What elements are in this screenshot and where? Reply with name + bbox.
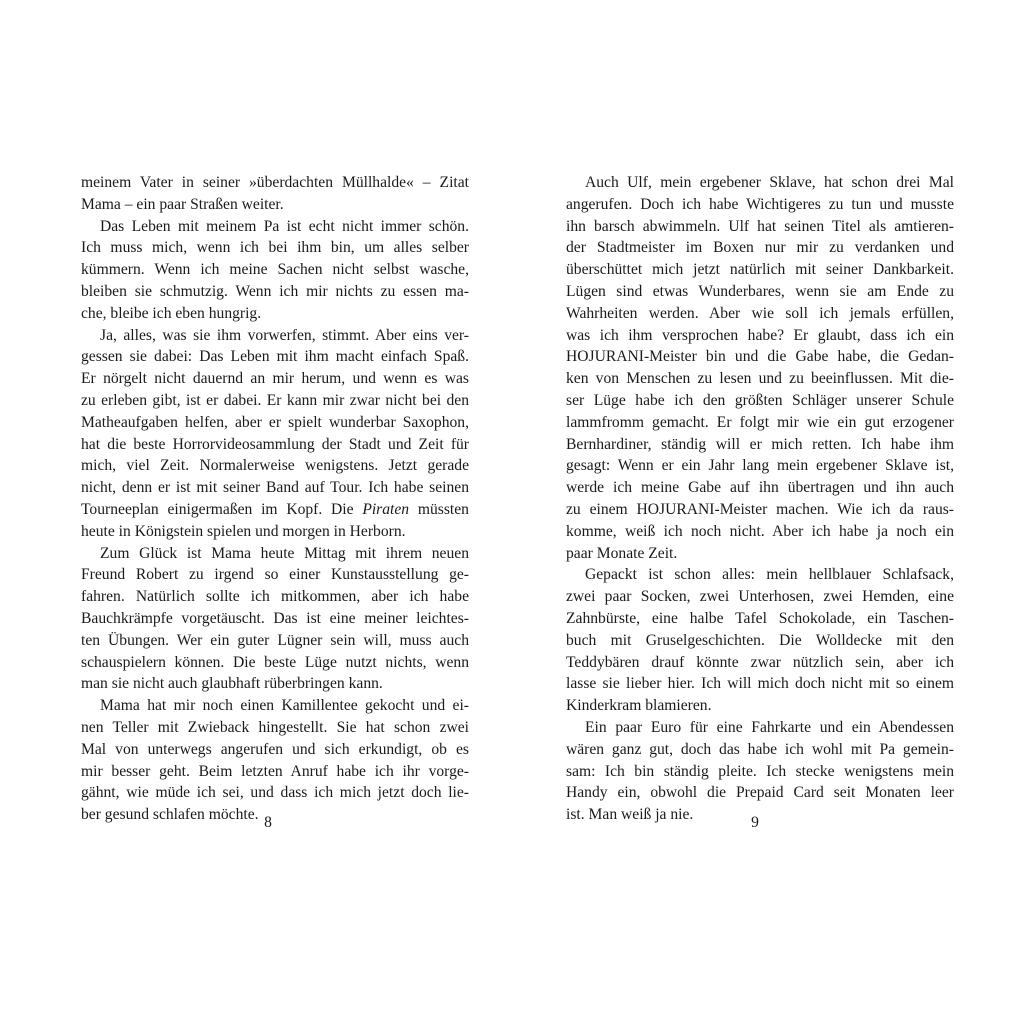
text-line: komme, weiß ich noch nicht. Aber ich habe ja noch ein (566, 522, 954, 540)
text-line: gähnt, wie müde ich sei, und dass ich mich jetzt doch lie- (81, 784, 469, 802)
text-line: Kinderkram blamieren. (566, 697, 712, 715)
left-page (81, 172, 469, 826)
text-line: Mama – ein paar Straßen weiter. (81, 195, 284, 213)
text-line: Wahrheiten werden. Aber wie soll ich jemals erfüllen, (566, 304, 954, 322)
text-line: buch mit Gruselgeschichten. Die Wolldecke mit den (566, 631, 954, 649)
page-number-left: 8 (264, 814, 272, 831)
text-segment: müssten (417, 500, 469, 518)
text-line: paar Monate Zeit. (566, 544, 678, 562)
italic-band-name: Piraten (362, 500, 410, 518)
text-line: überschüttet mich jetzt natürlich mit seiner Dankbarkeit. (566, 261, 954, 279)
text-line: ihn barsch abwimmeln. Ulf hat seinen Titel als amtieren- (566, 217, 954, 235)
text-line: bleiben sie schmutzig. Wenn ich mir nichts zu essen ma- (81, 282, 469, 300)
text-line: Er nörgelt nicht dauernd an mir herum, und wenn es was (81, 370, 469, 388)
text-line: man sie nicht auch glaubhaft rüberbringen kann. (81, 675, 383, 693)
text-line: Ich muss mich, wenn ich bei ihm bin, um alles selber (81, 239, 469, 257)
text-line: zwei paar Socken, zwei Unterhosen, zwei Hemden, eine (566, 588, 954, 606)
page-number-right: 9 (751, 814, 759, 831)
text-line: meinem Vater in seiner »überdachten Müllhalde« – Zitat (81, 174, 469, 191)
text-line: Matheaufgaben helfen, aber er spielt wunderbar Saxophon, (81, 413, 469, 431)
text-line: zu erleben gibt, ist er dabei. Er kann mir zwar nicht bei den (81, 391, 469, 409)
text-line: nen Teller mit Zwieback hingestellt. Sie hat schon zwei (81, 718, 469, 736)
text-line: Lügen sind etwas Wunderbares, wenn sie am Ende zu (566, 282, 954, 300)
text-line: Bernhardiner, ständig will er mich retten. Ich habe ihm (566, 435, 954, 453)
text-line: der Stadtmeister im Boxen nur mir zu verdanken und (566, 239, 954, 257)
text-line: Mama hat mir noch einen Kamillentee gekocht und ei- (100, 697, 469, 715)
text-line: mir besser geht. Beim letzten Anruf habe ich ihr vorge- (81, 762, 469, 780)
text-line: ken von Menschen zu lesen und zu beeinflussen. Mit die- (566, 370, 954, 388)
text-line: was ich ihm versprochen habe? Er glaubt, dass ich ein (566, 326, 954, 344)
text-line: lasse sie lieber hier. Ich will mich doch nicht mit so einem (566, 675, 954, 693)
text-line: Handy ein, obwohl die Prepaid Card seit Monaten leer (566, 784, 954, 802)
text-line: ber gesund schlafen möchte. (81, 806, 259, 824)
text-line: Gepackt ist schon alles: mein hellblauer Schlafsack, (585, 566, 954, 584)
text-line: Ja, alles, was sie ihm vorwerfen, stimmt. Aber eins ver- (100, 326, 469, 344)
text-line: ist. Man weiß ja nie. (566, 806, 694, 824)
text-line: fahren. Natürlich sollte ich mitkommen, aber ich habe (81, 588, 469, 606)
text-line: mich, viel Zeit. Normalerweise wenigstens. Jetzt gerade (81, 457, 469, 475)
text-line: Zum Glück ist Mama heute Mittag mit ihrem neuen (100, 544, 469, 562)
text-line: Auch Ulf, mein ergebener Sklave, hat schon drei Mal (585, 174, 954, 191)
text-line: Zahnbürste, eine halbe Tafel Schokolade, ein Taschen- (566, 609, 954, 627)
right-page (566, 172, 954, 826)
text-line: gessen sie dabei: Das Leben mit ihm macht einfach Spaß. (81, 348, 469, 366)
text-line: Mal von unterwegs angerufen und sich erkundigt, ob es (81, 740, 469, 758)
text-line: Freund Robert zu irgend so einer Kunstausstellung ge- (81, 566, 469, 584)
text-line: Teddybären drauf könnte zwar nützlich sein, aber ich (566, 653, 954, 671)
text-line: lammfromm gemacht. Er folgt mir wie ein gut erzogener (566, 413, 954, 431)
text-line: Das Leben mit meinem Pa ist echt nicht immer schön. (100, 217, 469, 235)
text-line: werde ich meine Gabe auf ihn übertragen und ihn auch (566, 479, 954, 497)
text-line: zu einem HOJURANI-Meister machen. Wie ich da raus- (566, 500, 954, 518)
text-line: nicht, denn er ist mit seiner Band auf Tour. Ich habe seinen (81, 479, 469, 497)
text-segment: Tourneeplan einigermaßen im Kopf. Die (81, 500, 354, 518)
text-line: Bauchkrämpfe vorgetäuscht. Das ist eine meiner leichtes- (81, 609, 469, 627)
text-line: ser Lüge habe ich den größten Schläger unserer Schule (566, 391, 954, 409)
text-line: HOJURANI-Meister bin und die Gabe habe, die Gedan- (566, 348, 954, 366)
text-line: Ein paar Euro für eine Fahrkarte und ein Abendessen (585, 718, 954, 736)
text-line: kümmern. Wenn ich meine Sachen nicht selbst wasche, (81, 261, 469, 279)
text-line: wären ganz gut, doch das habe ich wohl mit Pa gemein- (566, 740, 954, 758)
text-line: che, bleibe ich eben hungrig. (81, 304, 262, 322)
text-line: ten Übungen. Wer ein guter Lügner sein will, muss auch (81, 631, 469, 649)
text-line: hat die beste Horrorvideosammlung der Stadt und Zeit für (81, 435, 469, 453)
text-line: schauspielern können. Die beste Lüge nutzt nichts, wenn (81, 653, 469, 671)
text-line: gesagt: Wenn er ein Jahr lang mein ergebener Sklave ist, (566, 457, 954, 475)
text-line (81, 499, 469, 521)
text-line: angerufen. Doch ich habe Wichtigeres zu tun und musste (566, 195, 954, 213)
text-line: sam: Ich bin ständig pleite. Ich stecke wenigstens mein (566, 762, 954, 780)
text-line: heute in Königstein spielen und morgen in Herborn. (81, 522, 406, 540)
